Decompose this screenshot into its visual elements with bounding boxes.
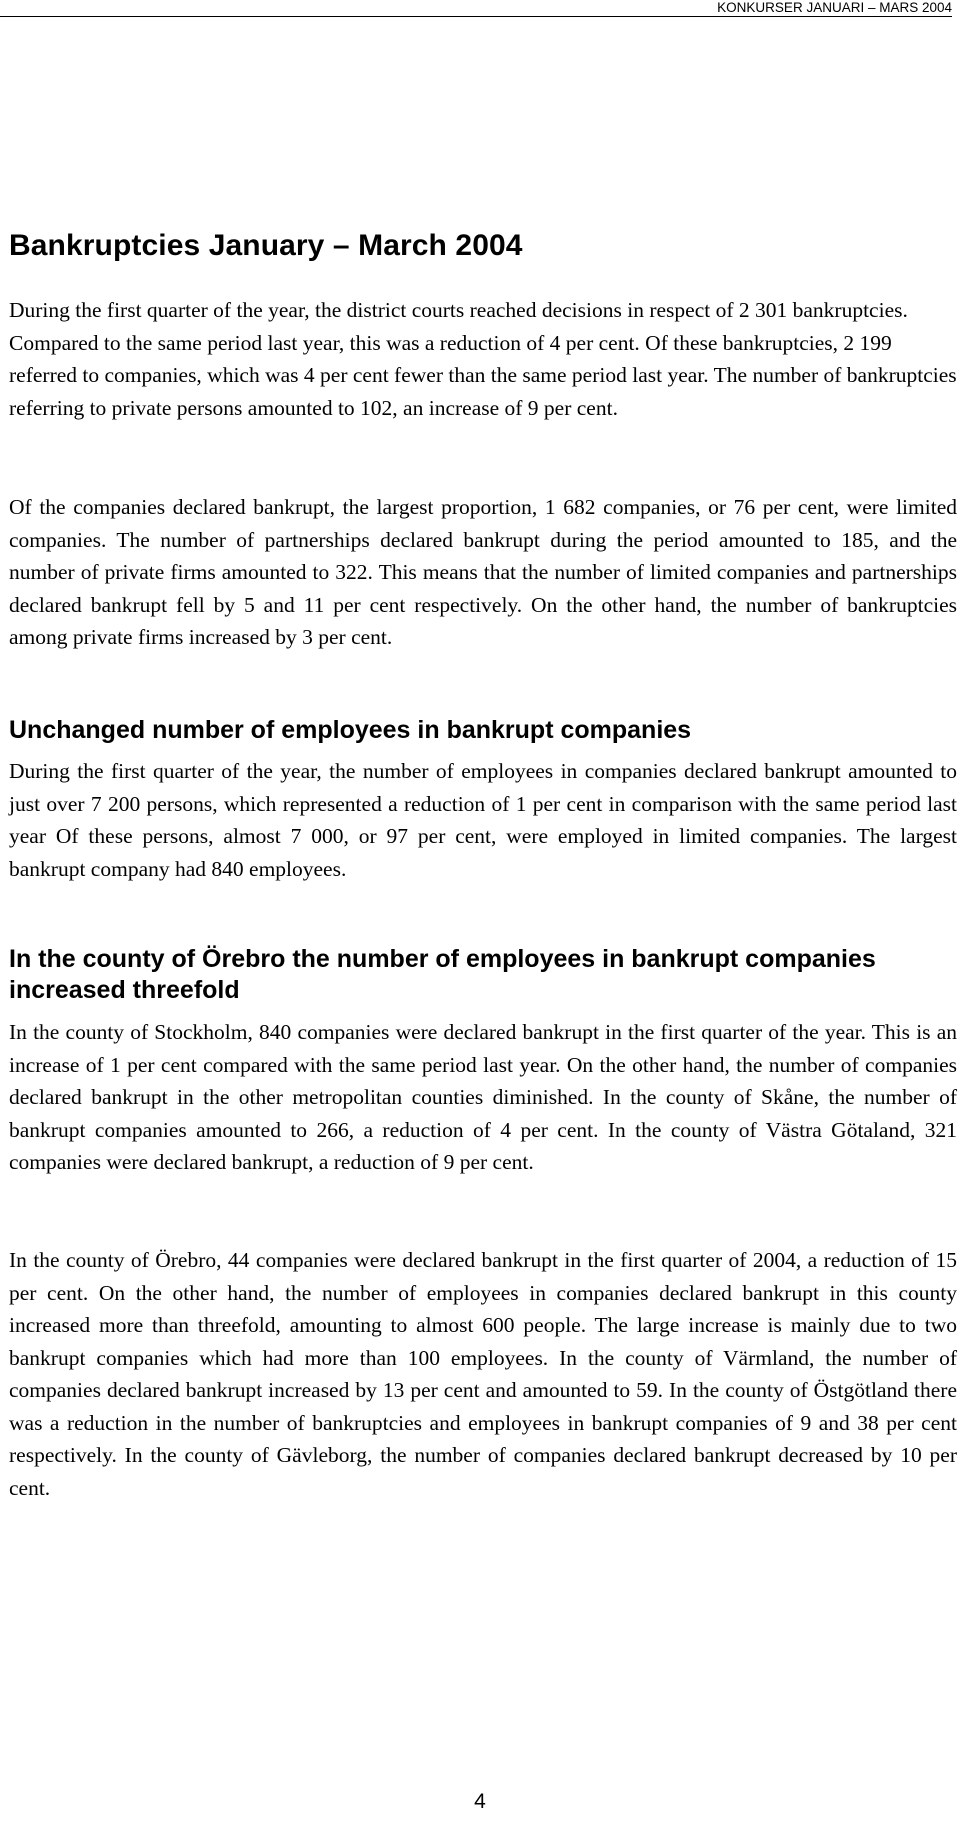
employees-section-paragraph: During the first quarter of the year, the number of employees in companies declared bankrupt amounted to just over 7 200 persons, which represented a reduction of 1 per cent in comparison with the same period last year Of these persons, almost 7 000, or 97 per cent, were employed in limited companies. The largest bankrupt company had 840 employees. xyxy=(9,759,957,881)
orebro-section-paragraph-2: In the county of Örebro, 44 companies were declared bankrupt in the first quarter of 2004, a reduction of 15 per cent. On the other hand, the number of employees in companies declared bankrupt in this county increased more than threefold, amounting to almost 600 people. The large increase is mainly due to two bankrupt companies which had more than 100 employees. In the county of Värmland, the number of companies declared bankrupt increased by 13 per cent and amounted to 59. In the county of Östgötland there was a reduction in the number of bankruptcies and employees in bankrupt companies of 9 and 38 per cent respectively. In the county of Gävleborg, the number of companies declared bankrupt decreased by 10 per cent. xyxy=(9,1248,957,1500)
intro-paragraph-2: Of the companies declared bankrupt, the largest proportion, 1 682 companies, or 76 per cent, were limited companies. The number of partnerships declared bankrupt during the period amounted to 185, and the number of private firms amounted to 322. This means that the number of limited companies and partnerships declared bankrupt fell by 5 and 11 per cent respectively. On the other hand, the number of bankruptcies among private firms increased by 3 per cent. xyxy=(9,495,957,649)
orebro-section-heading: In the county of Örebro the number of employees in bankrupt companies increased threefold xyxy=(9,945,876,1004)
orebro-section-paragraph-1: In the county of Stockholm, 840 companies were declared bankrupt in the first quarter of the year. This is an increase of 1 per cent compared with the same period last year. On the other hand, the number of companies declared bankrupt in the other metropolitan counties diminished. In the county of Skåne, the number of bankrupt companies amounted to 266, a reduction of 4 per cent. In the county of Västra Götaland, 321 companies were declared bankrupt, a reduction of 9 per cent. xyxy=(9,1020,957,1174)
intro-paragraph-1: During the first quarter of the year, the district courts reached decisions in respect of 2 301 bankruptcies. Compared to the same period last year, this was a reduction of 4 per cent. Of these bankruptcies, 2 199 referred to companies, which was 4 per cent fewer than the same period last year. The number of bankruptcies referring to private persons amounted to 102, an increase of 9 per cent. xyxy=(9,298,957,420)
document-title: Bankruptcies January – March 2004 xyxy=(9,229,523,262)
running-header xyxy=(0,0,952,17)
page-number: 4 xyxy=(474,1790,486,1813)
employees-section-heading: Unchanged number of employees in bankrupt companies xyxy=(9,716,692,744)
running-header-title: KONKURSER JANUARI – MARS 2004 xyxy=(717,0,952,15)
